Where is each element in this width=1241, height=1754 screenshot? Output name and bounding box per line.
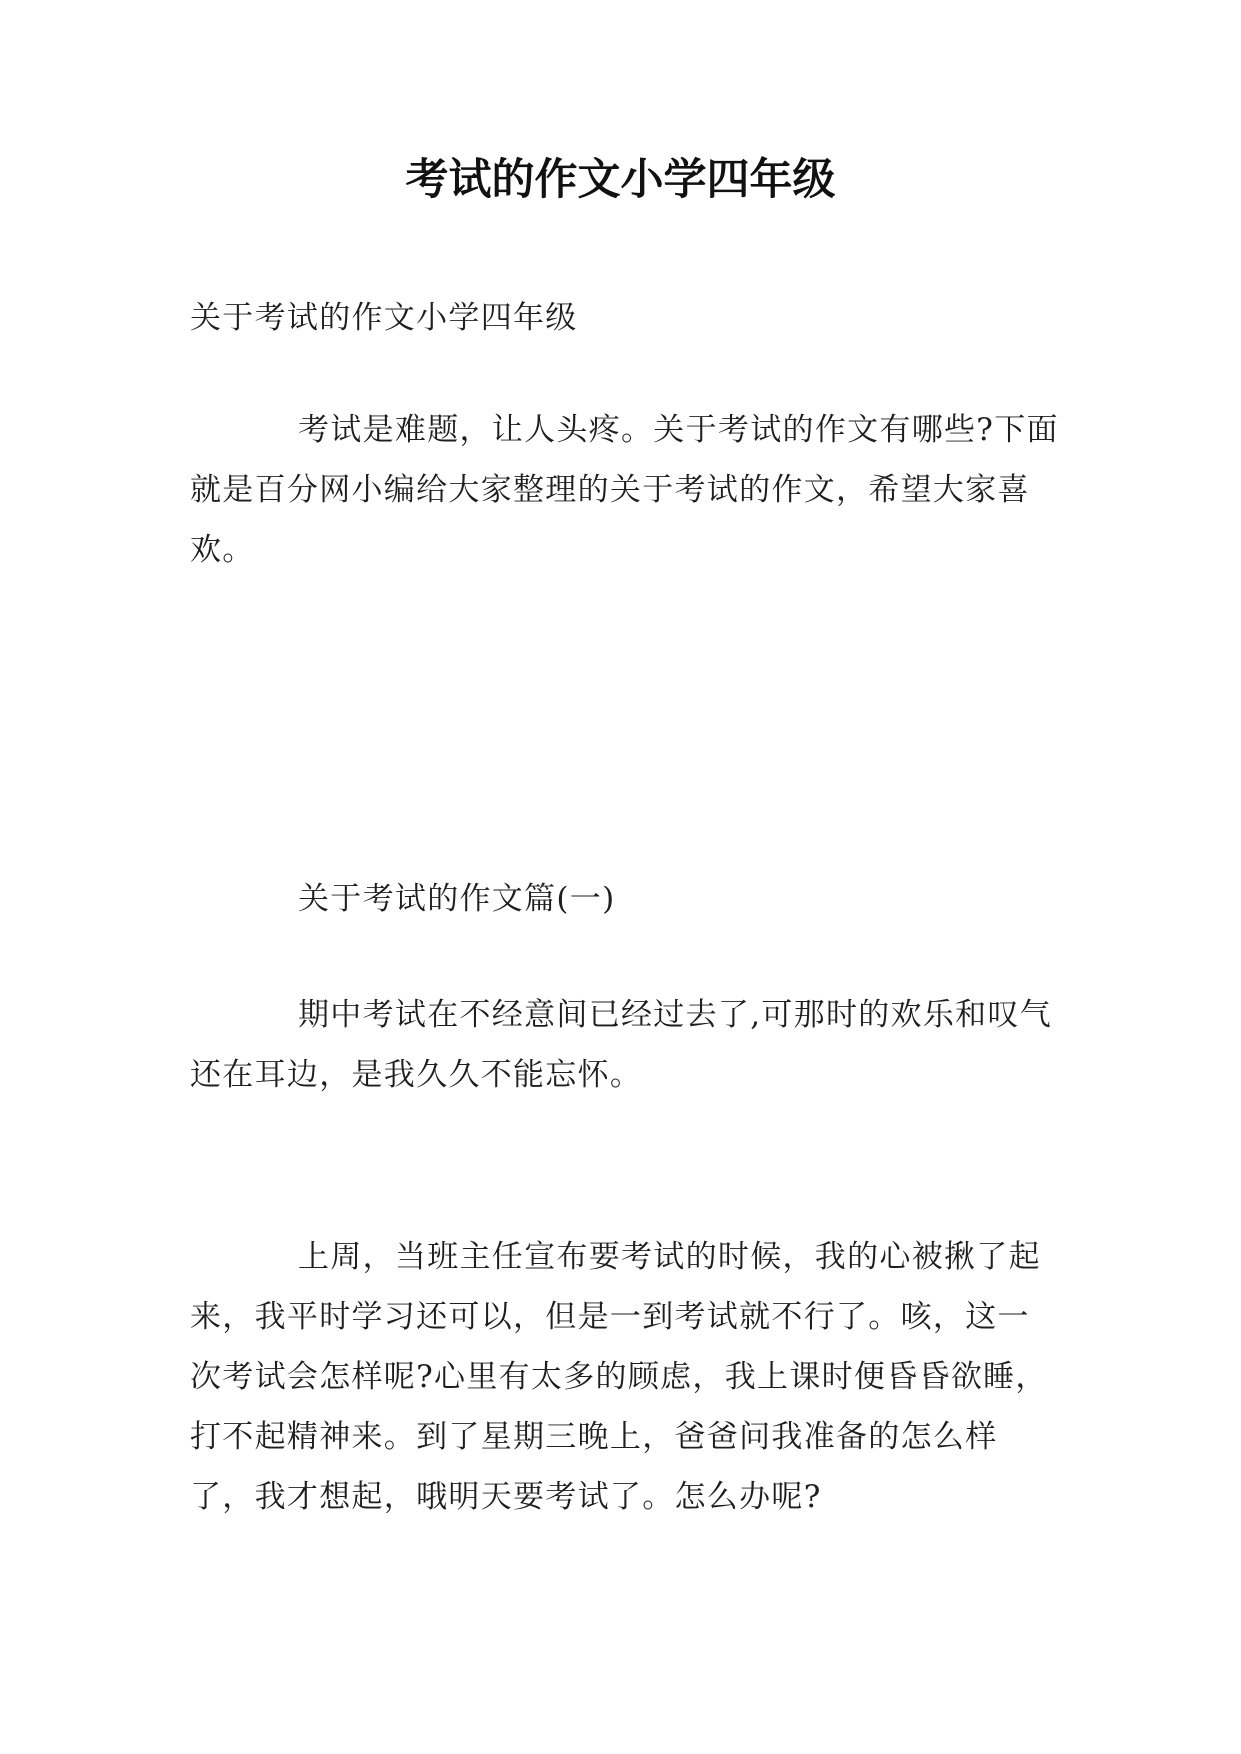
body-paragraph: 上周，当班主任宣布要考试的时候，我的心被揪了起来，我平时学习还可以，但是一到考试就不行了。咳，这一次考试会怎样呢?心里有太多的顾虑，我上课时便昏昏欲睡，打不起精神来。到了星期三晚上，爸爸问我准备的怎么样了，我才想起，哦明天要考试了。怎么办呢? <box>190 1239 1048 1515</box>
section-heading: 关于考试的作文篇(一) <box>298 881 616 917</box>
body-paragraph: 期中考试在不经意间已经过去了,可那时的欢乐和叹气还在耳边，是我久久不能忘怀。 <box>190 997 1053 1093</box>
intro-paragraph: 考试是难题，让人头疼。关于考试的作文有哪些?下面就是百分网小编给大家整理的关于考试的作文，希望大家喜欢。 <box>190 412 1059 568</box>
document-subtitle: 关于考试的作文小学四年级 <box>190 300 578 336</box>
document-title: 考试的作文小学四年级 <box>405 155 836 205</box>
